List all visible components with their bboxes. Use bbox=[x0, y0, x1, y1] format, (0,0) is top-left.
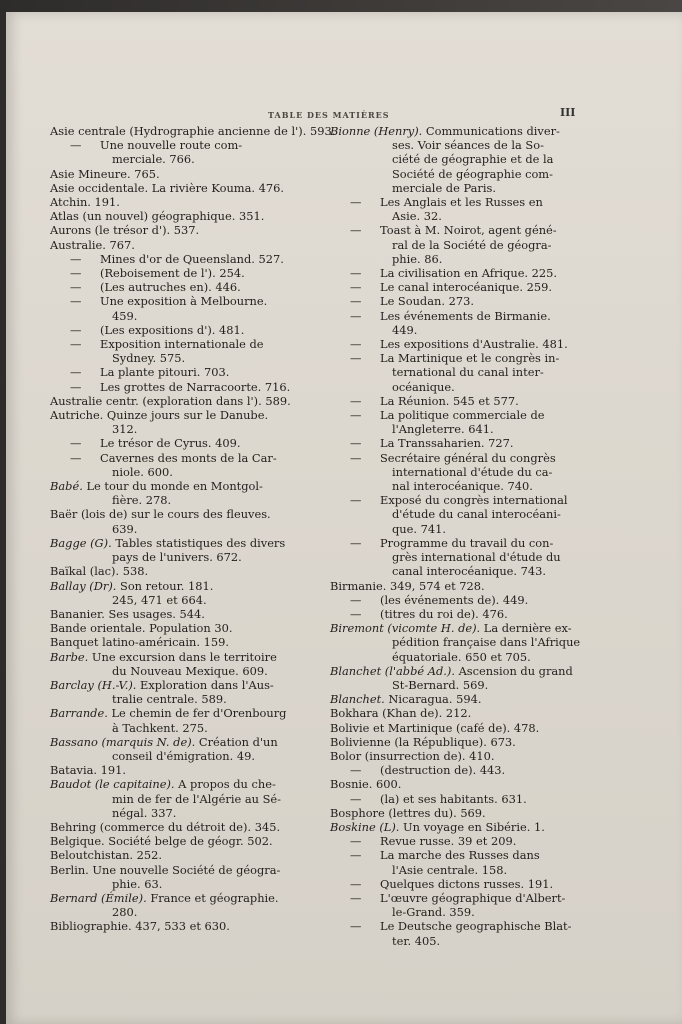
ditto-dash: — bbox=[350, 223, 362, 238]
index-entry bbox=[50, 848, 318, 862]
entry-text: Le canal interocéanique. 259. bbox=[380, 280, 552, 295]
index-continuation: min de fer de l'Algérie au Sé- bbox=[112, 791, 281, 806]
index-entry bbox=[50, 678, 318, 692]
index-subentry bbox=[330, 763, 592, 777]
index-entry bbox=[50, 507, 318, 521]
entry-text: Le tour du monde en Montgol- bbox=[82, 479, 263, 494]
index-entry bbox=[50, 564, 318, 578]
index-subentry bbox=[50, 337, 318, 351]
index-subentry bbox=[330, 408, 592, 422]
entry-text: La politique commerciale de bbox=[380, 408, 545, 423]
entry-text: La Réunion. 545 et 577. bbox=[380, 393, 519, 408]
index-continuation: ses. Voir séances de la So- bbox=[392, 138, 544, 153]
entry-text: Atchin. 191. bbox=[50, 195, 120, 210]
index-continuation: océanique. bbox=[392, 379, 455, 394]
entry-text: La Martinique et le congrès in- bbox=[380, 351, 560, 366]
index-subentry bbox=[330, 792, 592, 806]
entry-text: L'œuvre géographique d'Albert- bbox=[380, 890, 566, 905]
index-continuation: 245, 471 et 664. bbox=[112, 592, 207, 607]
index-entry bbox=[50, 891, 318, 905]
entry-text: Aurons (le trésor d'). 537. bbox=[50, 223, 200, 238]
ditto-dash: — bbox=[350, 280, 362, 295]
index-subentry bbox=[330, 223, 592, 237]
entry-text: Les grottes de Narracoorte. 716. bbox=[100, 379, 291, 394]
entry-text: Revue russe. 39 et 209. bbox=[380, 834, 517, 849]
entry-text: Toast à M. Noirot, agent géné- bbox=[380, 223, 557, 238]
entry-text: France et géographie. bbox=[146, 890, 279, 905]
entry-text: Son retour. 181. bbox=[116, 578, 214, 593]
entry-text: Communications diver- bbox=[422, 124, 560, 138]
ditto-dash: — bbox=[70, 450, 82, 465]
entry-text: Mines d'or de Queensland. 527. bbox=[100, 251, 284, 266]
entry-author: Ballay (Dr). bbox=[50, 578, 117, 593]
index-continuation: merciale. 766. bbox=[112, 152, 195, 167]
index-continuation: l'Angleterre. 641. bbox=[392, 422, 494, 437]
index-continuation: ral de la Société de géogra- bbox=[392, 237, 552, 252]
entry-text: Une exposition à Melbourne. bbox=[100, 294, 268, 309]
index-entry bbox=[50, 763, 318, 777]
index-subentry bbox=[330, 834, 592, 848]
index-subentry bbox=[330, 919, 592, 933]
ditto-dash: — bbox=[350, 535, 362, 550]
index-continuation: St-Bernard. 569. bbox=[392, 677, 489, 692]
entry-text: (destruction de). 443. bbox=[380, 763, 506, 778]
entry-text: Une nouvelle route com- bbox=[100, 138, 243, 153]
ditto-dash: — bbox=[350, 351, 362, 366]
entry-text: Le trésor de Cyrus. 409. bbox=[100, 436, 241, 451]
ditto-dash: — bbox=[350, 919, 362, 934]
entry-text: Bokhara (Khan de). 212. bbox=[330, 706, 472, 721]
entry-author: Bagge (G). bbox=[50, 535, 112, 550]
entry-text: Quelques dictons russes. 191. bbox=[380, 876, 554, 891]
entry-text: Bibliographie. 437, 533 et 630. bbox=[50, 919, 230, 934]
entry-author: Blanchet. bbox=[330, 692, 385, 707]
index-continuation: ter. 405. bbox=[392, 933, 441, 948]
entry-text: Batavia. 191. bbox=[50, 763, 127, 778]
index-continuation: niole. 600. bbox=[112, 464, 173, 479]
index-subentry bbox=[330, 394, 592, 408]
entry-text: (Reboisement de l'). 254. bbox=[100, 266, 245, 281]
index-entry bbox=[330, 806, 592, 820]
index-entry bbox=[330, 721, 592, 735]
index-subentry bbox=[330, 848, 592, 862]
index-subentry bbox=[330, 280, 592, 294]
entry-text: Les expositions d'Australie. 481. bbox=[380, 337, 568, 352]
index-subentry bbox=[330, 451, 592, 465]
running-title: TABLE DES MATIÈRES bbox=[268, 110, 390, 120]
entry-author: Boskine (L). bbox=[330, 819, 400, 834]
index-subentry bbox=[330, 195, 592, 209]
ditto-dash: — bbox=[70, 266, 82, 281]
entry-text: (titres du roi de). 476. bbox=[380, 606, 508, 621]
index-continuation: 459. bbox=[112, 308, 138, 323]
index-subentry bbox=[330, 294, 592, 308]
index-entry bbox=[50, 777, 318, 791]
ditto-dash: — bbox=[350, 876, 362, 891]
index-subentry bbox=[50, 323, 318, 337]
entry-author: Babé. bbox=[50, 479, 83, 494]
index-continuation: international d'étude du ca- bbox=[392, 464, 553, 479]
ditto-dash: — bbox=[70, 436, 82, 451]
index-continuation: que. 741. bbox=[392, 521, 446, 536]
ditto-dash: — bbox=[350, 834, 362, 849]
index-continuation: pays de l'univers. 672. bbox=[112, 550, 242, 565]
index-entry bbox=[50, 863, 318, 877]
index-entry bbox=[50, 238, 318, 252]
entry-text: Exposition internationale de bbox=[100, 337, 264, 352]
index-entry bbox=[50, 919, 318, 933]
entry-text: Bolivienne (la République). 673. bbox=[330, 734, 516, 749]
entry-text: Bananier. Ses usages. 544. bbox=[50, 606, 205, 621]
index-subentry bbox=[330, 351, 592, 365]
index-continuation: le-Grand. 359. bbox=[392, 905, 475, 920]
entry-text: (les événements de). 449. bbox=[380, 592, 529, 607]
entry-text: Bosphore (lettres du). 569. bbox=[330, 805, 486, 820]
entry-text: (Les autruches en). 446. bbox=[100, 280, 241, 295]
index-subentry bbox=[330, 266, 592, 280]
ditto-dash: — bbox=[70, 294, 82, 309]
entry-text: Le Soudan. 273. bbox=[380, 294, 474, 309]
index-entry bbox=[50, 820, 318, 834]
entry-author: Biremont (vicomte H. de). bbox=[330, 621, 481, 636]
entry-author: Barbe. bbox=[50, 649, 89, 664]
ditto-dash: — bbox=[350, 294, 362, 309]
ditto-dash: — bbox=[70, 379, 82, 394]
ditto-dash: — bbox=[350, 450, 362, 465]
ditto-dash: — bbox=[350, 436, 362, 451]
index-entry bbox=[50, 167, 318, 181]
ditto-dash: — bbox=[350, 493, 362, 508]
index-entry bbox=[50, 607, 318, 621]
entry-text: Secrétaire général du congrès bbox=[380, 450, 556, 465]
index-continuation: conseil d'émigration. 49. bbox=[112, 748, 255, 763]
entry-text: Asie Mineure. 765. bbox=[50, 166, 160, 181]
entry-text: Exploration dans l'Aus- bbox=[136, 677, 274, 692]
entry-text: Australie centr. (exploration dans l'). 589. bbox=[50, 393, 291, 408]
index-subentry bbox=[330, 337, 592, 351]
ditto-dash: — bbox=[70, 138, 82, 153]
index-continuation: ciété de géographie et de la bbox=[392, 152, 554, 167]
index-entry bbox=[330, 579, 592, 593]
index-subentry bbox=[50, 294, 318, 308]
index-continuation: grès international d'étude du bbox=[392, 550, 561, 565]
entry-text: Baër (lois de) sur le cours des fleuves. bbox=[50, 507, 271, 522]
entry-text: Une excursion dans le territoire bbox=[88, 649, 277, 664]
index-continuation: phie. 63. bbox=[112, 876, 163, 891]
entry-text: Bosnie. 600. bbox=[330, 777, 402, 792]
ditto-dash: — bbox=[350, 337, 362, 352]
entry-text: Un voyage en Sibérie. 1. bbox=[399, 819, 545, 834]
entry-text: (Les expositions d'). 481. bbox=[100, 322, 245, 337]
entry-author: Barclay (H.-V.). bbox=[50, 677, 137, 692]
entry-text: Belgique. Société belge de géogr. 502. bbox=[50, 834, 273, 849]
index-continuation: canal interocéanique. 743. bbox=[392, 564, 547, 579]
index-entry bbox=[50, 834, 318, 848]
entry-text: Beloutchistan. 252. bbox=[50, 848, 163, 863]
index-subentry bbox=[330, 536, 592, 550]
entry-author: Bernard (Émile). bbox=[50, 890, 147, 905]
index-entry bbox=[330, 621, 592, 635]
entry-text: La Transsaharien. 727. bbox=[380, 436, 514, 451]
entry-text: La dernière ex- bbox=[480, 621, 572, 636]
ditto-dash: — bbox=[70, 251, 82, 266]
ditto-dash: — bbox=[350, 592, 362, 607]
index-entry bbox=[50, 223, 318, 237]
index-entry bbox=[330, 664, 592, 678]
ditto-dash: — bbox=[350, 890, 362, 905]
index-entry bbox=[50, 706, 318, 720]
index-continuation: merciale de Paris. bbox=[392, 180, 496, 195]
entry-text: Exposé du congrès international bbox=[380, 493, 568, 508]
entry-text: La marche des Russes dans bbox=[380, 848, 540, 863]
ditto-dash: — bbox=[350, 308, 362, 323]
entry-text: Asie occidentale. La rivière Kouma. 476. bbox=[50, 180, 284, 195]
index-subentry bbox=[330, 891, 592, 905]
index-continuation: ternational du canal inter- bbox=[392, 365, 544, 380]
index-continuation: du Nouveau Mexique. 609. bbox=[112, 663, 268, 678]
index-subentry bbox=[330, 436, 592, 450]
index-entry bbox=[50, 408, 318, 422]
index-continuation: 449. bbox=[392, 322, 418, 337]
entry-text: Bolor (insurrection de). 410. bbox=[330, 748, 495, 763]
index-continuation: Société de géographie com- bbox=[392, 166, 553, 181]
ditto-dash: — bbox=[70, 365, 82, 380]
ditto-dash: — bbox=[350, 763, 362, 778]
index-subentry bbox=[330, 607, 592, 621]
index-entry bbox=[50, 394, 318, 408]
entry-text: Ascension du grand bbox=[454, 663, 573, 678]
index-continuation: d'étude du canal interocéani- bbox=[392, 507, 561, 522]
index-entry bbox=[330, 692, 592, 706]
index-entry bbox=[50, 209, 318, 223]
entry-text: Tables statistiques des divers bbox=[111, 535, 286, 550]
entry-text: Nicaragua. 594. bbox=[384, 692, 482, 707]
entry-text: Birmanie. 349, 574 et 728. bbox=[330, 578, 485, 593]
entry-text: Berlin. Une nouvelle Société de géogra- bbox=[50, 862, 281, 877]
entry-text: Création d'un bbox=[195, 734, 278, 749]
entry-text: Autriche. Quinze jours sur le Danube. bbox=[50, 408, 269, 423]
index-entry bbox=[50, 181, 318, 195]
entry-text: La plante pitouri. 703. bbox=[100, 365, 230, 380]
entry-text: (la) et ses habitants. 631. bbox=[380, 791, 527, 806]
entry-text: Banquet latino-américain. 159. bbox=[50, 635, 229, 650]
index-continuation: phie. 86. bbox=[392, 251, 443, 266]
index-entry bbox=[330, 124, 592, 138]
ditto-dash: — bbox=[350, 266, 362, 281]
index-continuation: pédition française dans l'Afrique bbox=[392, 635, 581, 650]
index-entry bbox=[330, 820, 592, 834]
entry-author: Barrande. bbox=[50, 706, 108, 721]
index-continuation: tralie centrale. 589. bbox=[112, 692, 227, 707]
ditto-dash: — bbox=[350, 408, 362, 423]
index-entry bbox=[50, 635, 318, 649]
entry-text: La civilisation en Afrique. 225. bbox=[380, 266, 558, 281]
entry-text: Programme du travail du con- bbox=[380, 535, 554, 550]
index-subentry bbox=[50, 280, 318, 294]
ditto-dash: — bbox=[350, 195, 362, 210]
entry-text: Cavernes des monts de la Car- bbox=[100, 450, 277, 465]
index-subentry bbox=[330, 877, 592, 891]
index-subentry bbox=[330, 593, 592, 607]
index-continuation: 280. bbox=[112, 905, 138, 920]
index-subentry bbox=[50, 252, 318, 266]
index-entry bbox=[330, 777, 592, 791]
entry-text: Baïkal (lac). 538. bbox=[50, 564, 149, 579]
entry-text: Behring (commerce du détroit de). 345. bbox=[50, 819, 281, 834]
index-entry bbox=[50, 195, 318, 209]
ditto-dash: — bbox=[70, 280, 82, 295]
index-entry bbox=[330, 735, 592, 749]
index-subentry bbox=[330, 309, 592, 323]
index-continuation: Sydney. 575. bbox=[112, 351, 186, 366]
index-entry bbox=[50, 536, 318, 550]
entry-text: Bande orientale. Population 30. bbox=[50, 621, 233, 636]
entry-text: A propos du che- bbox=[174, 777, 276, 792]
entry-author: Bassano (marquis N. de). bbox=[50, 734, 196, 749]
ditto-dash: — bbox=[350, 393, 362, 408]
index-entry bbox=[50, 479, 318, 493]
entry-text: Les Anglais et les Russes en bbox=[380, 195, 543, 210]
index-entry bbox=[50, 579, 318, 593]
index-subentry bbox=[50, 380, 318, 394]
index-continuation: Asie. 32. bbox=[392, 209, 442, 224]
index-continuation: nal interocéanique. 740. bbox=[392, 479, 533, 494]
entry-text: Le Deutsche geographische Blat- bbox=[380, 919, 572, 934]
entry-text: Les événements de Birmanie. bbox=[380, 308, 551, 323]
index-entry bbox=[330, 749, 592, 763]
index-continuation: à Tachkent. 275. bbox=[112, 720, 208, 735]
ditto-dash: — bbox=[350, 848, 362, 863]
entry-author: Baudot (le capitaine). bbox=[50, 777, 175, 792]
index-continuation: fière. 278. bbox=[112, 493, 172, 508]
entry-text: Bolivie et Martinique (café de). 478. bbox=[330, 720, 540, 735]
ditto-dash: — bbox=[70, 322, 82, 337]
index-subentry bbox=[50, 365, 318, 379]
index-continuation: 639. bbox=[112, 521, 138, 536]
ditto-dash: — bbox=[350, 606, 362, 621]
index-entry bbox=[50, 650, 318, 664]
index-entry bbox=[330, 706, 592, 720]
entry-text: Atlas (un nouvel) géographique. 351. bbox=[50, 209, 265, 224]
index-entry bbox=[50, 621, 318, 635]
index-subentry bbox=[330, 493, 592, 507]
entry-author: Bionne (Henry). bbox=[330, 124, 423, 138]
index-continuation: 312. bbox=[112, 422, 138, 437]
ditto-dash: — bbox=[350, 791, 362, 806]
index-continuation: équatoriale. 650 et 705. bbox=[392, 649, 531, 664]
index-entry bbox=[50, 735, 318, 749]
index-column-right bbox=[330, 124, 592, 948]
index-continuation: négal. 337. bbox=[112, 805, 177, 820]
entry-text: Australie. 767. bbox=[50, 237, 135, 252]
index-subentry bbox=[50, 436, 318, 450]
entry-text: Asie centrale (Hydrographie ancienne de l'). 593. bbox=[50, 124, 336, 138]
index-subentry bbox=[50, 266, 318, 280]
index-column-left bbox=[50, 124, 336, 934]
index-continuation: l'Asie centrale. 158. bbox=[392, 862, 508, 877]
entry-text: Le chemin de fer d'Orenbourg bbox=[107, 706, 287, 721]
entry-author: Blanchet (l'abbé Ad.). bbox=[330, 663, 455, 678]
index-subentry bbox=[50, 138, 318, 152]
page-number: III bbox=[560, 106, 576, 119]
index-subentry bbox=[50, 451, 318, 465]
ditto-dash: — bbox=[70, 337, 82, 352]
index-entry bbox=[50, 124, 336, 138]
